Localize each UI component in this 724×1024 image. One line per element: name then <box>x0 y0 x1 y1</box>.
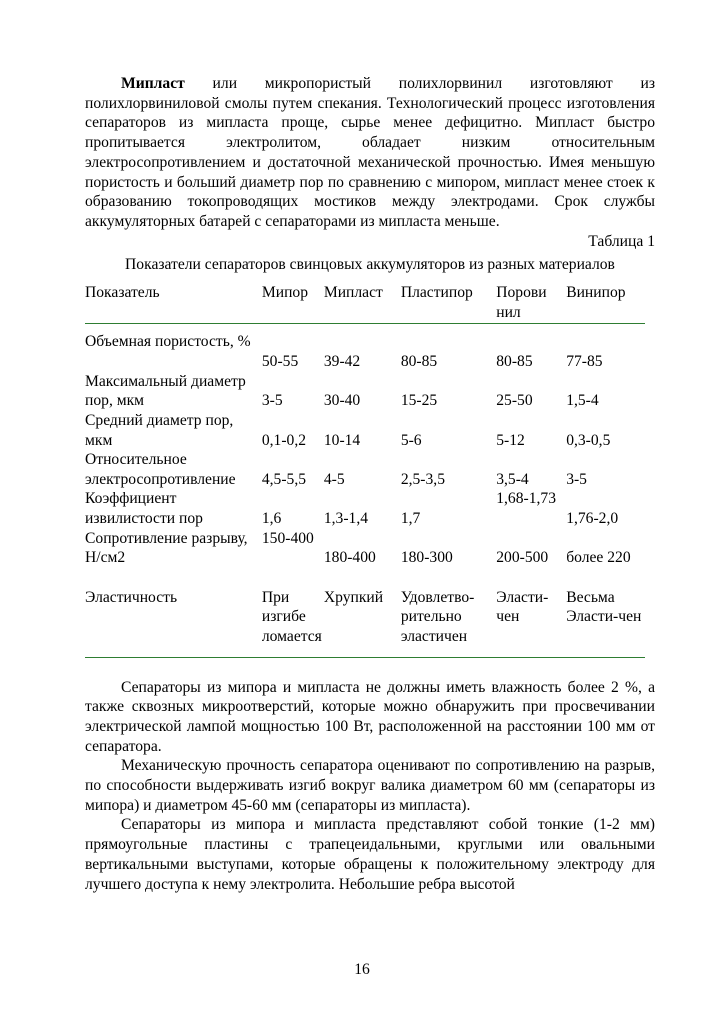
header-cell: Винипор <box>566 281 645 324</box>
table-cell: 5-6 <box>400 431 422 449</box>
row-label: Объемная пористость, % <box>85 333 251 351</box>
table-cell: 10-14 <box>323 431 361 449</box>
row-label: Эластичность <box>85 568 262 657</box>
table-cell: 25-50 <box>496 392 533 410</box>
table-title: Показатели сепараторов свинцовых аккумуляторов из разных материалов <box>125 256 615 274</box>
table-cell: 4-5 <box>323 470 345 488</box>
table-cell: 3-5 <box>566 470 587 488</box>
header-cell: Мипласт <box>324 281 401 324</box>
table-cell: 0,3-0,5 <box>566 431 611 449</box>
paragraph-strength: Механическую прочность сепаратора оценивают по сопротивлению на разрыв, по способности выдерживать изгиб вокруг валика диаметром 60 мм (сепараторы из мипора) и диаметром 45-60 мм (сепараторы из мипласта). <box>85 757 655 814</box>
paragraph-miplast <box>85 74 655 232</box>
table-cell: Хрупкий <box>324 568 401 657</box>
row-label: Сопротивление разрыву, Н/см2 <box>85 529 248 567</box>
paragraph-miplast-text: или микропористый полихлорвинил изготовляют из полихлорвиниловой смолы путем спекания. Технологический процесс изготовления сепараторов из мипласта проще, сырье менее дефицитно. Мипласт быстро пропитывается электролитом, обладает низким относительным электросопротивлением и достаточной механической прочностью. Имея меньшую пористость и больший диаметр пор по сравнению с мипором, мипласт менее стоек к образованию токопроводящих мостиков между электродами. Срок службы аккумуляторных батарей с сепараторами из мипласта меньше. <box>85 75 655 230</box>
table-cell: 1,7 <box>400 509 421 527</box>
table-cell: Эласти-чен <box>496 568 566 657</box>
table-cell: 30-40 <box>323 392 361 410</box>
header-cell: Мипор <box>262 281 324 324</box>
row-label: Относительное электросопротивление <box>85 451 236 488</box>
header-cell: Пластипор <box>401 281 496 324</box>
header-cell: Порови нил <box>496 281 566 324</box>
table-row <box>85 411 645 450</box>
row-label: Максимальный диаметр пор, мкм <box>85 372 246 410</box>
table-cell: 15-25 <box>400 392 438 410</box>
table-cell: 1,3-1,4 <box>323 509 369 527</box>
table-cell: 1,76-2,0 <box>566 509 619 527</box>
table-row <box>85 324 645 372</box>
table-cell: 1,68-1,73 <box>496 490 557 508</box>
table-row <box>85 568 645 657</box>
paragraph-humidity: Сепараторы из мипора и мипласта не должны иметь влажность более 2 %, а также сквозных микроотверстий, которые можно обнаружить при просвечивании электрической лампой мощностью 100 Вт, расположенной на расстоянии 100 мм от сепаратора. <box>85 678 655 755</box>
separator-table <box>85 281 645 658</box>
table-cell: 80-85 <box>400 353 438 371</box>
table-cell: 4,5-5,5 <box>261 470 307 488</box>
paragraph-shape: Сепараторы из мипора и мипласта представляют собой тонкие (1-2 мм) прямоугольные пластины с трапецеидальными, круглыми или овальными вертикальными выступами, которые обращены к положительному электроду для лучшего доступа к нему электролита. Небольшие ребра высотой <box>85 816 655 893</box>
page-content <box>85 74 655 894</box>
table-row <box>85 529 645 568</box>
table-cell: 180-400 <box>323 549 376 567</box>
table-cell: При изгибе ломается <box>262 568 324 657</box>
table-cell: 180-300 <box>400 549 453 567</box>
table-cell: Удовлетво-рительно эластичен <box>401 568 496 657</box>
table-cell: 77-85 <box>566 353 603 371</box>
table-header-row <box>85 281 645 324</box>
table-cell: 1,5-4 <box>566 392 599 410</box>
table-cell: 5-12 <box>496 431 525 449</box>
table-row <box>85 489 645 528</box>
row-label: Средний диаметр пор, мкм <box>85 412 234 449</box>
row-label: Коэффициент извилистости пор <box>85 490 203 527</box>
table-row <box>85 372 645 411</box>
header-cell: Показатель <box>85 281 262 324</box>
table-cell: 200-500 <box>496 549 549 567</box>
table-cell: 39-42 <box>323 353 361 371</box>
term-miplast: Мипласт <box>121 75 185 92</box>
table-cell: 2,5-3,5 <box>400 470 445 488</box>
table-cell: 0,1-0,2 <box>261 431 307 449</box>
page-number: 16 <box>354 961 370 978</box>
table-cell: 150-400 <box>261 529 314 547</box>
table-cell: более 220 <box>566 549 631 567</box>
table-cell: 3-5 <box>261 392 283 410</box>
table-row <box>85 450 645 489</box>
table-cell: 80-85 <box>496 353 533 371</box>
table-cell: 1,6 <box>261 509 282 527</box>
table-cell: Весьма Эласти-чен <box>566 568 645 657</box>
table-number: Таблица 1 <box>588 232 655 250</box>
table-cell: 50-55 <box>261 353 299 371</box>
table-cell: 3,5-4 <box>496 470 529 488</box>
